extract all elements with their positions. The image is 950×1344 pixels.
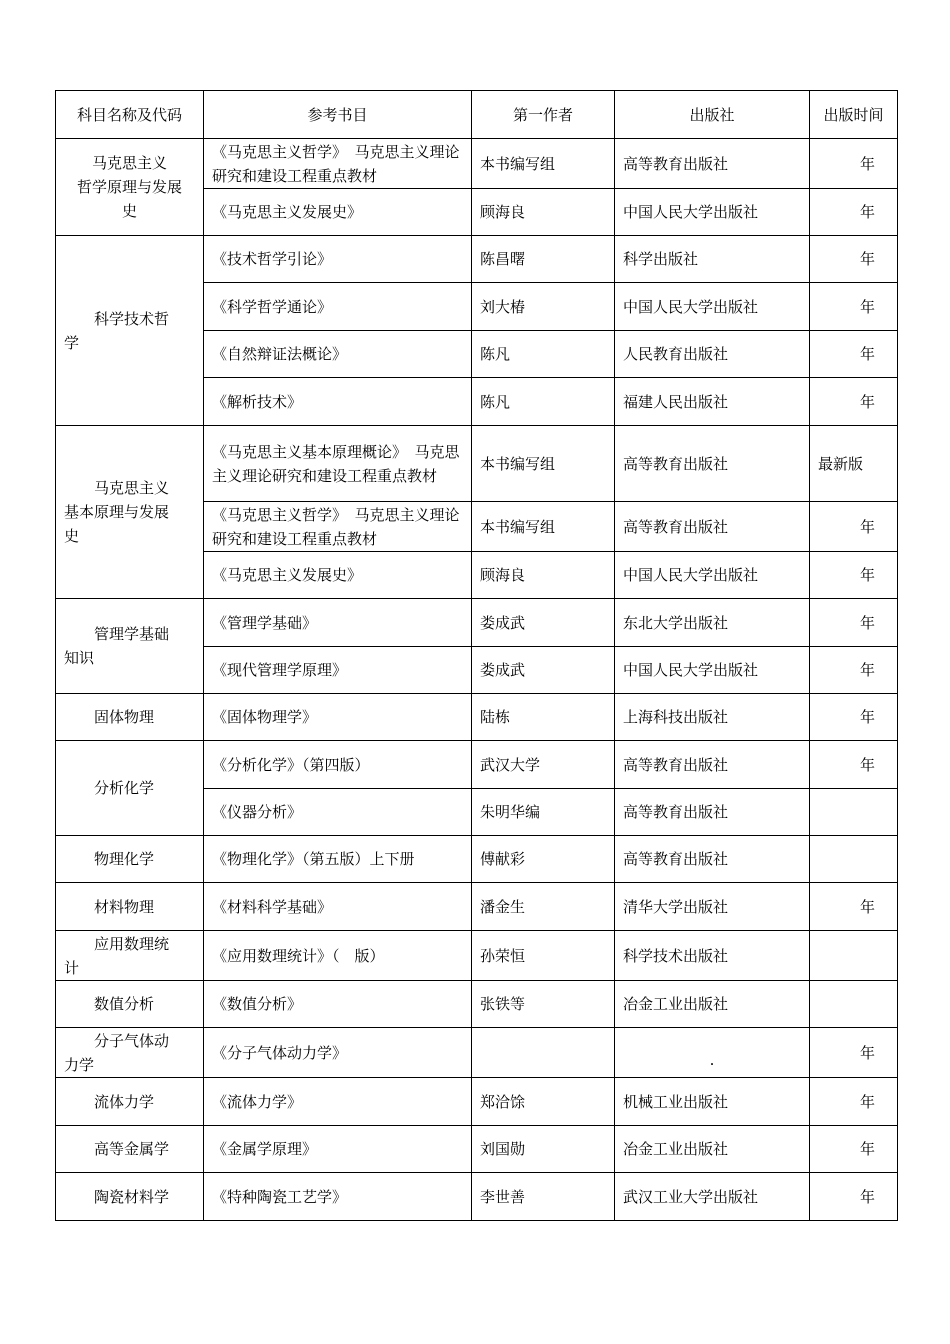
publisher-cell: 中国人民大学出版社 xyxy=(615,647,810,694)
publisher-cell: 中国人民大学出版社 xyxy=(615,283,810,331)
book-cell: 《固体物理学》 xyxy=(204,694,472,741)
book-cell: 《金属学原理》 xyxy=(204,1126,472,1173)
subject-line: 基本原理与发展 xyxy=(64,503,170,521)
subject-cell xyxy=(56,236,204,426)
subject-line: 马克思主义 xyxy=(91,154,167,172)
author-cell: 陈凡 xyxy=(472,378,615,426)
author-cell: 顾海良 xyxy=(472,189,615,236)
author-cell: 朱明华编 xyxy=(472,789,615,836)
header-book: 参考书目 xyxy=(204,91,472,139)
publisher-cell: 清华大学出版社 xyxy=(615,883,810,931)
author-cell: 孙荣恒 xyxy=(472,931,615,981)
book-cell: 《科学哲学通论》 xyxy=(204,283,472,331)
year-cell: 年 xyxy=(810,189,898,236)
author-cell: 傅献彩 xyxy=(472,836,615,883)
year-cell: 年 xyxy=(810,331,898,378)
subject-cell xyxy=(56,741,204,836)
year-cell: 年 xyxy=(810,647,898,694)
book-cell: 《管理学基础》 xyxy=(204,599,472,647)
year-cell: 最新版 xyxy=(810,426,898,502)
author-cell: 娄成武 xyxy=(472,599,615,647)
publisher-cell: 高等教育出版社 xyxy=(615,789,810,836)
year-cell: 年 xyxy=(810,552,898,599)
book-cell: 《马克思主义基本原理概论》 马克思主义理论研究和建设工程重点教材 xyxy=(204,426,472,502)
subject-line: 数值分析 xyxy=(94,995,155,1013)
publisher-cell: 福建人民出版社 xyxy=(615,378,810,426)
book-cell: 《材料科学基础》 xyxy=(204,883,472,931)
subject-line: 物理化学 xyxy=(94,850,155,868)
book-cell: 《马克思主义发展史》 xyxy=(204,189,472,236)
subject-cell xyxy=(56,139,204,236)
author-cell: 娄成武 xyxy=(472,647,615,694)
author-cell: 李世善 xyxy=(472,1173,615,1221)
subject-line: 材料物理 xyxy=(94,897,155,916)
reference-book-table xyxy=(55,90,898,1221)
publisher-cell: 冶金工业出版社 xyxy=(615,981,810,1028)
year-cell xyxy=(810,931,898,981)
year-cell: 年 xyxy=(810,502,898,552)
subject-line: 固体物理 xyxy=(94,708,155,726)
year-cell: 年 xyxy=(810,236,898,283)
publisher-cell xyxy=(615,1028,810,1078)
book-cell: 《解析技术》 xyxy=(204,378,472,426)
subject-line: 史 xyxy=(64,527,80,545)
table-row xyxy=(56,981,898,1028)
publisher-cell: 中国人民大学出版社 xyxy=(615,189,810,236)
subject-cell xyxy=(56,1078,204,1126)
table-row xyxy=(56,1028,898,1078)
author-cell: 陆栋 xyxy=(472,694,615,741)
subject-cell xyxy=(56,694,204,741)
subject-line: 知识 xyxy=(64,649,95,667)
publisher-dot: . xyxy=(709,1050,715,1069)
subject-line: 高等金属学 xyxy=(94,1140,170,1158)
subject-line: 管理学基础 xyxy=(94,625,170,643)
book-cell: 《物理化学》（第五版）上下册 xyxy=(204,836,472,883)
publisher-cell: 机械工业出版社 xyxy=(615,1078,810,1126)
year-cell: 年 xyxy=(810,1173,898,1221)
table-row xyxy=(56,694,898,741)
subject-line: 陶瓷材料学 xyxy=(94,1187,170,1206)
table-row xyxy=(56,931,898,981)
book-cell: 《自然辩证法概论》 xyxy=(204,331,472,378)
subject-cell xyxy=(56,1173,204,1221)
author-cell: 张铁等 xyxy=(472,981,615,1028)
book-cell: 《马克思主义发展史》 xyxy=(204,552,472,599)
year-cell: 年 xyxy=(810,599,898,647)
author-cell: 武汉大学 xyxy=(472,741,615,789)
year-cell: 年 xyxy=(810,378,898,426)
author-cell: 本书编写组 xyxy=(472,139,615,189)
subject-cell xyxy=(56,836,204,883)
book-cell: 《分子气体动力学》 xyxy=(204,1028,472,1078)
table-row xyxy=(56,883,898,931)
author-cell: 刘大椿 xyxy=(472,283,615,331)
subject-cell xyxy=(56,981,204,1028)
author-cell xyxy=(472,1028,615,1078)
publisher-cell: 高等教育出版社 xyxy=(615,426,810,502)
header-author: 第一作者 xyxy=(472,91,615,139)
year-cell: 年 xyxy=(810,1078,898,1126)
publisher-cell: 高等教育出版社 xyxy=(615,502,810,552)
subject-line: 应用数理统 xyxy=(94,934,170,953)
publisher-cell: 高等教育出版社 xyxy=(615,741,810,789)
table-row xyxy=(56,1173,898,1221)
subject-line: 分子气体动 xyxy=(94,1031,170,1050)
subject-cell xyxy=(56,1028,204,1078)
publisher-cell: 人民教育出版社 xyxy=(615,331,810,378)
book-cell: 《马克思主义哲学》 马克思主义理论研究和建设工程重点教材 xyxy=(204,502,472,552)
year-cell: 年 xyxy=(810,1126,898,1173)
author-cell: 顾海良 xyxy=(472,552,615,599)
publisher-cell: 高等教育出版社 xyxy=(615,139,810,189)
table-row xyxy=(56,836,898,883)
book-cell: 《分析化学》（第四版） xyxy=(204,741,472,789)
author-cell: 陈昌曙 xyxy=(472,236,615,283)
publisher-cell: 武汉工业大学出版社 xyxy=(615,1173,810,1221)
publisher-cell: 高等教育出版社 xyxy=(615,836,810,883)
subject-cell xyxy=(56,599,204,694)
header-row xyxy=(56,91,898,139)
subject-line: 分析化学 xyxy=(94,779,155,797)
author-cell: 本书编写组 xyxy=(472,502,615,552)
subject-line: 学 xyxy=(64,333,80,352)
year-cell xyxy=(810,981,898,1028)
author-cell: 潘金生 xyxy=(472,883,615,931)
author-cell: 本书编写组 xyxy=(472,426,615,502)
publisher-cell: 中国人民大学出版社 xyxy=(615,552,810,599)
year-cell: 年 xyxy=(810,694,898,741)
header-publisher: 出版社 xyxy=(615,91,810,139)
subject-line: 马克思主义 xyxy=(94,479,170,497)
year-cell: 年 xyxy=(810,883,898,931)
subject-cell xyxy=(56,426,204,599)
table-row xyxy=(56,741,898,789)
publisher-cell: 科学出版社 xyxy=(615,236,810,283)
book-cell: 《现代管理学原理》 xyxy=(204,647,472,694)
table-row xyxy=(56,1126,898,1173)
year-cell xyxy=(810,836,898,883)
year-cell: 年 xyxy=(810,283,898,331)
book-cell: 《流体力学》 xyxy=(204,1078,472,1126)
header-subject: 科目名称及代码 xyxy=(56,91,204,139)
book-cell: 《马克思主义哲学》 马克思主义理论研究和建设工程重点教材 xyxy=(204,139,472,189)
subject-line: 流体力学 xyxy=(94,1092,155,1111)
year-cell: 年 xyxy=(810,1028,898,1078)
table-row xyxy=(56,599,898,647)
subject-line: 史 xyxy=(121,202,137,220)
subject-line: 计 xyxy=(64,958,80,977)
book-cell: 《数值分析》 xyxy=(204,981,472,1028)
subject-cell xyxy=(56,1126,204,1173)
book-cell: 《应用数理统计》（ 版） xyxy=(204,931,472,981)
year-cell: 年 xyxy=(810,741,898,789)
subject-cell xyxy=(56,931,204,981)
author-cell: 郑洽馀 xyxy=(472,1078,615,1126)
subject-line: 科学技术哲 xyxy=(94,309,170,328)
publisher-cell: 冶金工业出版社 xyxy=(615,1126,810,1173)
table-row xyxy=(56,426,898,502)
year-cell: 年 xyxy=(810,139,898,189)
subject-line: 力学 xyxy=(64,1055,95,1074)
table-row xyxy=(56,139,898,189)
author-cell: 陈凡 xyxy=(472,331,615,378)
publisher-cell: 上海科技出版社 xyxy=(615,694,810,741)
book-cell: 《技术哲学引论》 xyxy=(204,236,472,283)
author-cell: 刘国勋 xyxy=(472,1126,615,1173)
book-cell: 《特种陶瓷工艺学》 xyxy=(204,1173,472,1221)
year-cell xyxy=(810,789,898,836)
table-row xyxy=(56,1078,898,1126)
subject-cell xyxy=(56,883,204,931)
table-row xyxy=(56,236,898,283)
publisher-cell: 东北大学出版社 xyxy=(615,599,810,647)
header-year: 出版时间 xyxy=(810,91,898,139)
subject-line: 哲学原理与发展 xyxy=(76,178,182,196)
book-cell: 《仪器分析》 xyxy=(204,789,472,836)
publisher-cell: 科学技术出版社 xyxy=(615,931,810,981)
